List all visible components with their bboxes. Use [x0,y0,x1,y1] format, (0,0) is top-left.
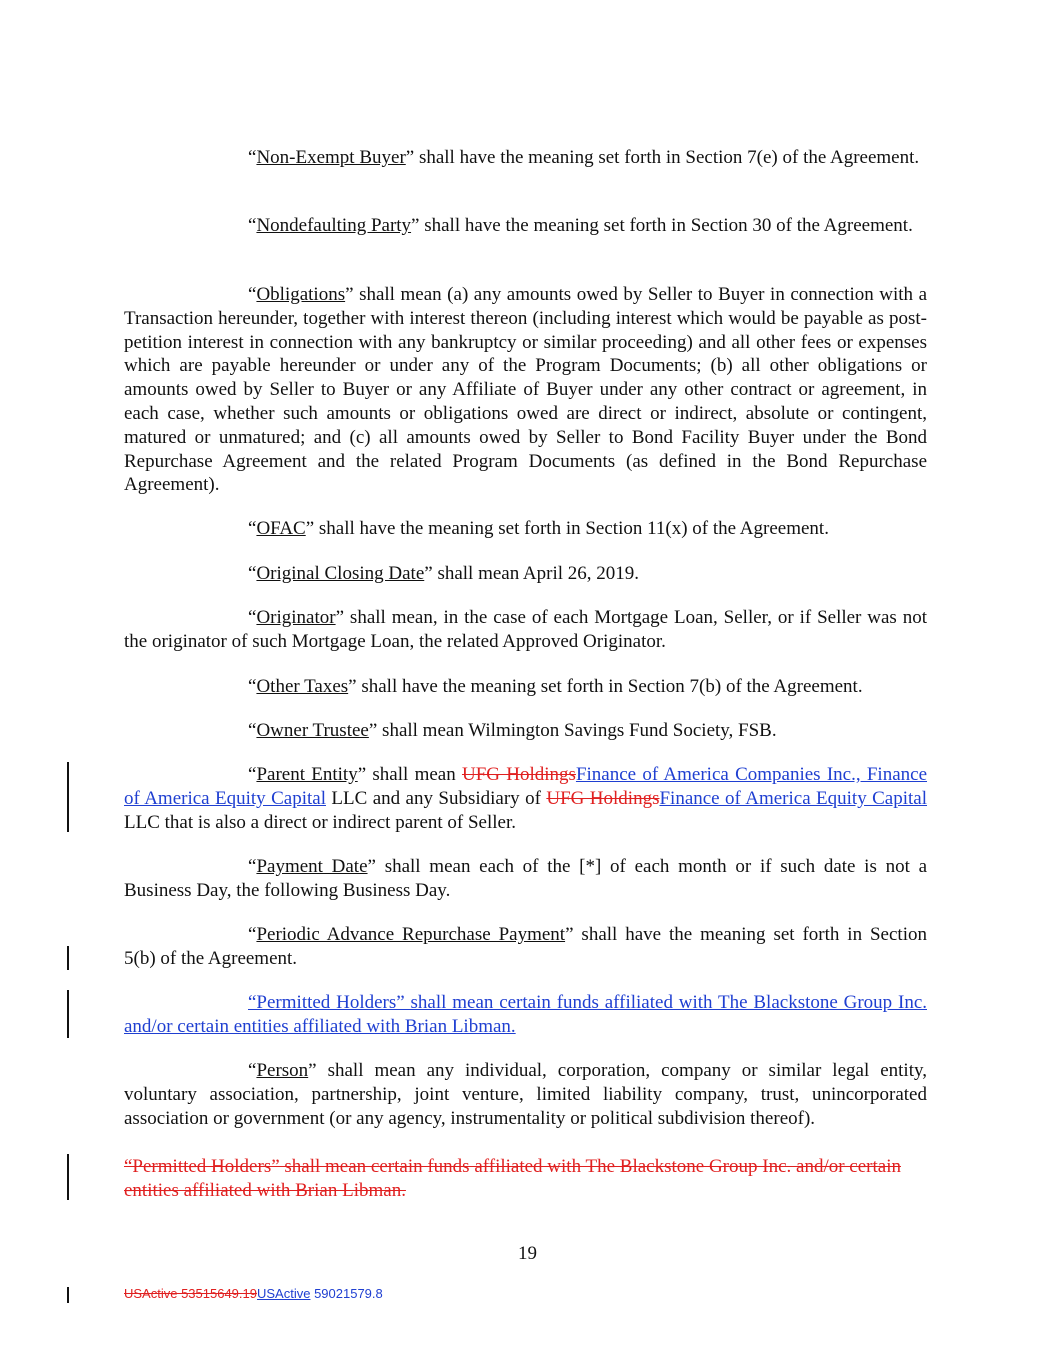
definition-payment-date: “Payment Date” shall mean each of the [*] of each month or if such date is not a Business Day, the following Business Day. [124,856,928,901]
definition-text: shall mean Wilmington Savings Fund Society, FSB. [377,720,777,741]
footer-deleted-id: USActive 53515649.19 [124,1286,257,1301]
definition-non-exempt-buyer: “Non-Exempt Buyer” shall have the meaning set forth in Section 7(e) of the Agreement. [248,147,920,168]
definition-permitted-holders-inserted [124,991,927,1039]
definition-obligations: “Obligations” shall mean (a) any amounts owed by Seller to Buyer in connection with a Transaction hereunder, together with interest thereon (including interest which would be payable as post-petition interest in connection with any bankruptcy or similar proceeding) and all other fees or expenses which are payable hereunder or under any of the Program Documents; (b) all other obligations or amounts owed by Seller to Buyer or any Affiliate of Buyer under any other contract or agreement, in each case, whether such amounts or obligations owed are direct or indirect, absolute or contingent, matured or unmatured; and (c) all amounts owed by Seller to Bond Facility Buyer under the Bond Repurchase Agreement and the related Program Documents (as defined in the Bond Repurchase Agreement). [124,284,927,496]
deleted-text: “Permitted Holders” shall mean certain funds affiliated with The Blackstone Group Inc. and/or certain entities affiliated with Brian Libman. [124,1156,901,1201]
defined-term: Non-Exempt Buyer [256,147,406,168]
defined-term: Obligations [256,284,346,305]
definition-originator: “Originator” shall mean, in the case of each Mortgage Loan, Seller, or if Seller was not the originator of such Mortgage Loan, the related Approved Originator. [124,607,927,652]
inserted-text: “Permitted Holders” shall mean certain funds affiliated with The Blackstone Group Inc. and/or certain entities affiliated with Brian Libman. [124,992,927,1037]
defined-term: Original Closing Date [256,563,425,584]
defined-term: Periodic Advance Repurchase Payment [256,924,566,945]
definition-owner-trustee: “Owner Trustee” shall mean Wilmington Savings Fund Society, FSB. [248,720,777,741]
inserted-text: Finance of America Companies Inc., Finance of America Equity Capital [124,764,928,809]
definition-text: LLC and any Subsidiary of [325,787,547,809]
definition-text: LLC that is also a direct or indirect parent of Seller. [124,811,517,833]
change-bar [67,762,69,832]
definition-periodic-advance-repurchase-payment: “Periodic Advance Repurchase Payment” shall have the meaning set forth in Section 5(b) of the Agreement. [124,924,927,969]
definition-permitted-holders-deleted [124,1155,914,1203]
change-bar [67,990,69,1038]
change-bar [67,1287,69,1303]
deleted-text: UFG Holdings [546,787,660,809]
definition-person: “Person” shall mean any individual, corporation, company or similar legal entity, voluntary association, partnership, joint venture, limited liability company, trust, unincorporated association or government (or any agency, instrumentality or political subdivision thereof). [124,1060,927,1129]
deleted-text: UFG Holdings [461,764,576,785]
definition-text: shall mean April 26, 2019. [432,563,640,584]
definition-text: shall mean any individual, corporation, company or similar legal entity, voluntary association, partnership, joint venture, limited liability company, trust, unincorporated association or government (or any agency, instrumentality or political subdivision thereof). [124,1060,927,1129]
defined-term: OFAC [256,518,306,539]
definition-text: shall have the meaning set forth in Section 7(b) of the Agreement. [356,676,863,697]
defined-term: Owner Trustee [256,720,369,741]
definition-text: shall mean, in the case of each Mortgage Loan, Seller, or if Seller was not the originator of such Mortgage Loan, the related Approved Originator. [124,607,927,652]
defined-term: Payment Date [256,856,368,877]
footer-inserted-id: 59021579.8 [310,1286,383,1301]
defined-term: Parent Entity [256,764,358,785]
page-number: 19 [518,1243,537,1264]
definition-other-taxes: “Other Taxes” shall have the meaning set forth in Section 7(b) of the Agreement. [248,676,863,697]
inserted-text: Finance of America Equity Capital [659,787,928,809]
definition-text: shall have the meaning set forth in Section 7(e) of the Agreement. [414,147,920,168]
definition-text: shall mean [366,764,462,785]
footer-inserted-prefix: USActive [256,1286,311,1301]
definition-text: shall mean each of the [*] of each month or if such date is not a Business Day, the following Business Day. [124,856,928,901]
definition-original-closing-date: “Original Closing Date” shall mean April 26, 2019. [248,563,640,584]
definition-parent-entity: “Parent Entity” shall mean UFG HoldingsFinance of America Companies Inc., Finance of America Equity Capital LLC and any Subsidiary of UFG HoldingsFinance of America Equity Capital LLC that is also a direct or indirect parent of Seller. [124,764,928,833]
document-footer [124,1286,383,1301]
defined-term: Person [256,1060,309,1081]
definition-ofac: “OFAC” shall have the meaning set forth in Section 11(x) of the Agreement. [248,518,829,539]
definition-text: shall have the meaning set forth in Section 5(b) of the Agreement. [124,924,927,969]
definition-text: shall mean (a) any amounts owed by Seller to Buyer in connection with a Transaction hereunder, together with interest thereon (including interest which would be payable as post-petition interest in connection with any bankruptcy or similar proceeding) and all other fees or expenses which are payable hereunder or under any of the Program Documents; (b) all other obligations or amounts owed by Seller to Buyer or any Affiliate of Buyer under any other contract or agreement, in each case, whether such amounts or obligations owed are direct or indirect, absolute or contingent, matured or unmatured; and (c) all amounts owed by Seller to Bond Facility Buyer under the Bond Repurchase Agreement and the related Program Documents (as defined in the Bond Repurchase Agreement). [124,284,927,496]
definition-text: shall have the meaning set forth in Section 11(x) of the Agreement. [314,518,829,539]
defined-term: Nondefaulting Party [256,215,412,236]
change-bar [67,946,69,970]
definition-text: shall have the meaning set forth in Section 30 of the Agreement. [419,215,913,236]
defined-term: Originator [256,607,336,628]
change-bar [67,1154,69,1200]
definition-nondefaulting-party: “Nondefaulting Party” shall have the meaning set forth in Section 30 of the Agreement. [248,215,913,236]
defined-term: Other Taxes [256,676,349,697]
